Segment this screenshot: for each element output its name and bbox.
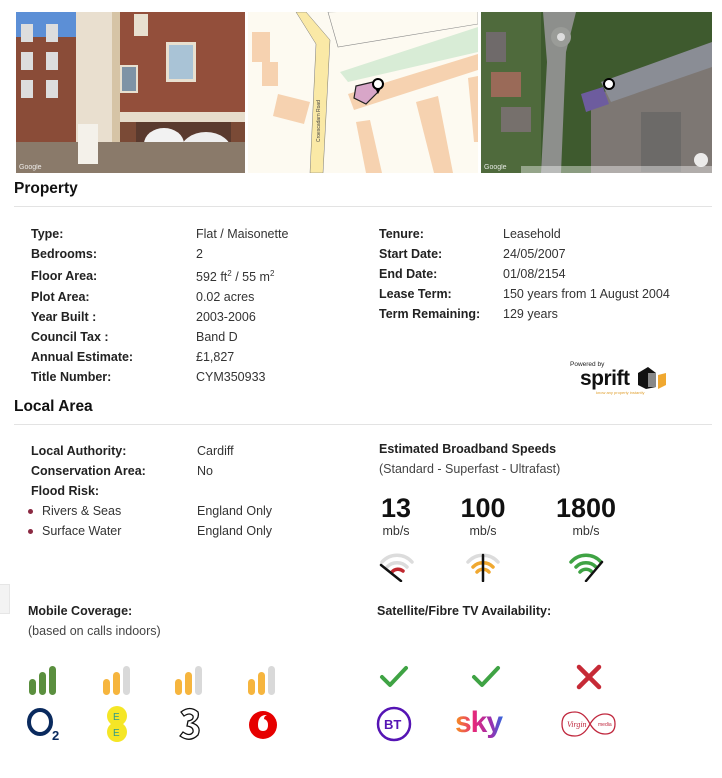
speed-value: 13: [380, 493, 412, 523]
three-logo: [176, 706, 204, 742]
value: England Only: [197, 504, 273, 518]
value: 24/05/2007: [503, 247, 566, 261]
label: End Date:: [379, 267, 438, 281]
label: Council Tax :: [31, 330, 109, 344]
value: 150 years from 1 August 2004: [503, 287, 670, 301]
ee-logo: [104, 706, 130, 742]
label: Annual Estimate:: [31, 350, 134, 364]
detail-row-bedrooms: [31, 244, 288, 264]
label: Start Date:: [379, 247, 443, 261]
detail-row-end-date: [379, 264, 670, 284]
property-divider: [14, 206, 712, 207]
detail-row-year-built: [31, 307, 288, 327]
detail-row-local-authority: [31, 441, 272, 461]
detail-row-flood-risk: [31, 481, 272, 501]
speed-ultrafast: [552, 493, 620, 539]
svg-text:media: media: [598, 722, 612, 728]
label: Title Number:: [31, 370, 112, 384]
label: Surface Water: [28, 521, 197, 541]
label: Floor Area:: [31, 268, 98, 283]
aerial-image[interactable]: [481, 12, 712, 173]
map-image[interactable]: [248, 12, 478, 173]
detail-row-title-number: [31, 367, 288, 387]
speed-value: 1800: [555, 493, 617, 523]
local-area-heading: Local Area: [14, 398, 93, 415]
o2-logo: [26, 706, 64, 742]
speed-value: 100: [460, 493, 506, 523]
bullet-icon: [28, 529, 33, 534]
detail-row-council-tax: [31, 327, 288, 347]
value: 2: [196, 247, 203, 261]
label: Conservation Area:: [31, 464, 146, 478]
sky-logo: [454, 706, 518, 742]
value: 2003-2006: [196, 310, 256, 324]
signal-bars-ee-icon: [103, 665, 135, 695]
detail-row-annual-estimate: [31, 347, 288, 367]
value: Leasehold: [503, 227, 561, 241]
sprift-house-icon: [636, 365, 668, 391]
detail-row-type: [31, 224, 288, 244]
svg-text:sky: sky: [455, 706, 503, 739]
sprift-logo[interactable]: [570, 361, 670, 397]
bullet-icon: [28, 509, 33, 514]
svg-text:BT: BT: [384, 717, 402, 732]
label: Type:: [31, 227, 64, 241]
label: Year Built :: [31, 310, 97, 324]
property-details-right: [379, 224, 670, 324]
speed-standard: [379, 493, 413, 539]
label: Bedrooms:: [31, 247, 97, 261]
flood-row-rivers-seas: [28, 501, 272, 521]
svg-text:E: E: [113, 728, 120, 739]
detail-row-conservation-area: [31, 461, 272, 481]
value: CYM350933: [196, 370, 266, 384]
value: Cardiff: [197, 444, 234, 458]
sprift-tagline: know any property instantly: [596, 390, 645, 395]
speed-gauge-ultrafast-icon: [568, 552, 604, 582]
powered-by-label: Powered by: [570, 361, 605, 368]
virgin-media-logo: [560, 706, 618, 742]
value: 592 $ft^2 / 55$ $m^2$: [196, 268, 275, 285]
signal-bars-o2-icon: [29, 665, 61, 695]
svg-text:2: 2: [52, 728, 60, 742]
detail-row-start-date: [379, 244, 670, 264]
tv-availability-title: Satellite/Fibre TV Availability:: [377, 604, 552, 618]
detail-row-floor-area: [31, 264, 288, 287]
street-view-image[interactable]: [16, 12, 245, 173]
virgin-unavailable-cross-icon: [574, 664, 604, 690]
bt-logo: [375, 706, 413, 742]
label: Local Authority:: [31, 444, 127, 458]
detail-row-term-remaining: [379, 304, 670, 324]
svg-text:Virgin: Virgin: [567, 720, 587, 729]
mobile-coverage-subtitle: (based on calls indoors): [28, 624, 161, 638]
value: 129 years: [503, 307, 558, 321]
property-images: [16, 12, 712, 173]
speed-superfast: [456, 493, 510, 539]
svg-text:Croescadarn Road: Croescadarn Road: [316, 100, 322, 142]
label: Plot Area:: [31, 290, 90, 304]
speed-gauge-standard-icon: [379, 552, 415, 582]
value: Band D: [196, 330, 238, 344]
label: Lease Term:: [379, 287, 452, 301]
svg-text:E: E: [113, 712, 120, 723]
google-attribution: Google: [19, 164, 42, 171]
local-area-details: [31, 441, 272, 541]
speed-unit: mb/s: [382, 524, 410, 538]
value: 0.02 acres: [196, 290, 255, 304]
speed-unit: mb/s: [469, 524, 497, 538]
vodafone-logo: [247, 706, 279, 742]
label: Flood Risk:: [31, 484, 100, 498]
signal-bars-vodafone-icon: [248, 665, 280, 695]
left-edge-tab[interactable]: [0, 584, 10, 614]
sprift-brand: sprift: [580, 367, 630, 390]
broadband-title: Estimated Broadband Speeds: [379, 442, 557, 456]
value: £1,827: [196, 350, 235, 364]
label: Term Remaining:: [379, 307, 481, 321]
speed-unit: mb/s: [572, 524, 600, 538]
value: 01/08/2154: [503, 267, 566, 281]
bt-available-check-icon: [379, 664, 409, 690]
property-details-left: [31, 224, 288, 387]
detail-row-plot-area: [31, 287, 288, 307]
local-area-divider: [14, 424, 712, 425]
property-heading: Property: [14, 180, 78, 197]
detail-row-tenure: [379, 224, 670, 244]
google-attribution: Google: [484, 164, 507, 171]
label: Tenure:: [379, 227, 424, 241]
speed-gauge-superfast-icon: [465, 552, 501, 582]
flood-row-surface-water: [28, 521, 272, 541]
broadband-subtitle: (Standard - Superfast - Ultrafast): [379, 462, 561, 476]
value: Flat / Maisonette: [196, 227, 289, 241]
label: Rivers & Seas: [28, 501, 197, 521]
mobile-coverage-title: Mobile Coverage:: [28, 604, 133, 618]
value: No: [197, 464, 213, 478]
value: England Only: [197, 524, 273, 538]
detail-row-lease-term: [379, 284, 670, 304]
signal-bars-three-icon: [175, 665, 207, 695]
sky-available-check-icon: [471, 664, 501, 690]
